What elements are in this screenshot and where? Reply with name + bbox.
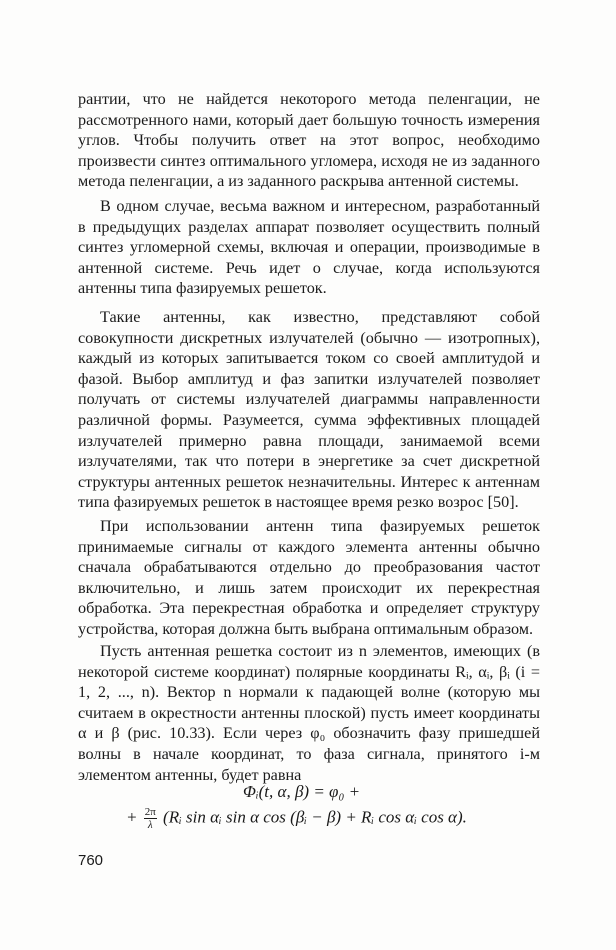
fraction-denominator: λ: [147, 819, 153, 831]
paragraph-2: [78, 196, 540, 299]
formula-plus: +: [126, 807, 138, 827]
fraction-two-pi-over-lambda: [144, 806, 157, 831]
paragraph-text: При использовании антенн типа фазируемых решеток принимаемые сигналы от каждого элемента антенны обычно сначала обрабатываются отдельно до преобразования частот включительно, и лишь затем происходит их перекрестная обработка. Эта перекрестная обработка и определяет структуру устройства, которая должна быть выбрана оптимальным образом.: [78, 517, 540, 638]
formula-text: (Rᵢ sin αᵢ sin α cos (βᵢ − β) + Rᵢ cos αᵢ cos α).: [163, 807, 467, 827]
paragraph-text: Пусть антенная решетка состоит из n элементов, имеющих (в некоторой системе координат) полярные координаты Rᵢ, αᵢ, βᵢ (i = 1, 2, ..., n). Вектор n нормали к падающей волне (которую мы считаем в окрестности антенны плоской) пусть имеет координаты α и β (рис. 10.33). Если через φ₀ обозначить фазу пришедшей волны в начале координат, то фаза сигнала, принятого i-м элементом антенны, будет равна: [78, 642, 540, 784]
formula-text: Φᵢ(t, α, β) = φ₀ +: [243, 782, 361, 801]
fraction-numerator: 2π: [144, 806, 156, 818]
page-number: 760: [78, 852, 104, 869]
paragraph-5: [78, 641, 540, 785]
paragraph-text: Такие антенны, как известно, представляют собой совокупности дискретных излучателей (обычно — изотропных), каждый из которых запитывается током со своей амплитудой и фазой. Выбор амплитуд и фаз запитки излучателей позволяет получать от системы излучателей диаграммы направленности различной формы. Разумеется, сумма эффективных площадей излучателей примерно равна площади, занимаемой всеми излучателями, так что потери в энергетике за счет дискретной структуры антенных решеток незначительны. Интерес к антеннам типа фазируемых решеток в настоящее время резко возрос [50].: [78, 308, 540, 512]
paragraph-3: [78, 307, 540, 513]
paragraph-text: рантии, что не найдется некоторого метода пеленгации, не рассмотренного нами, который дает большую точность измерения углов. Чтобы получить ответ на этот вопрос, необходимо произвести синтез оптимального угломера, исходя не из заданного метода пеленгации, а из заданного раскрыва антенной системы.: [78, 90, 540, 191]
phase-formula-line-1: [243, 782, 360, 802]
phase-formula-line-2: [126, 806, 467, 831]
paragraph-text: В одном случае, весьма важном и интересном, разработанный в предыдущих разделах аппарат позволяет осуществить полный синтез угломерной схемы, включая и операции, производимые в антенной системе. Речь идет о случае, когда используются антенны типа фазируемых решеток.: [78, 197, 540, 298]
paragraph-4: [78, 516, 540, 640]
paragraph-1: [78, 89, 540, 192]
